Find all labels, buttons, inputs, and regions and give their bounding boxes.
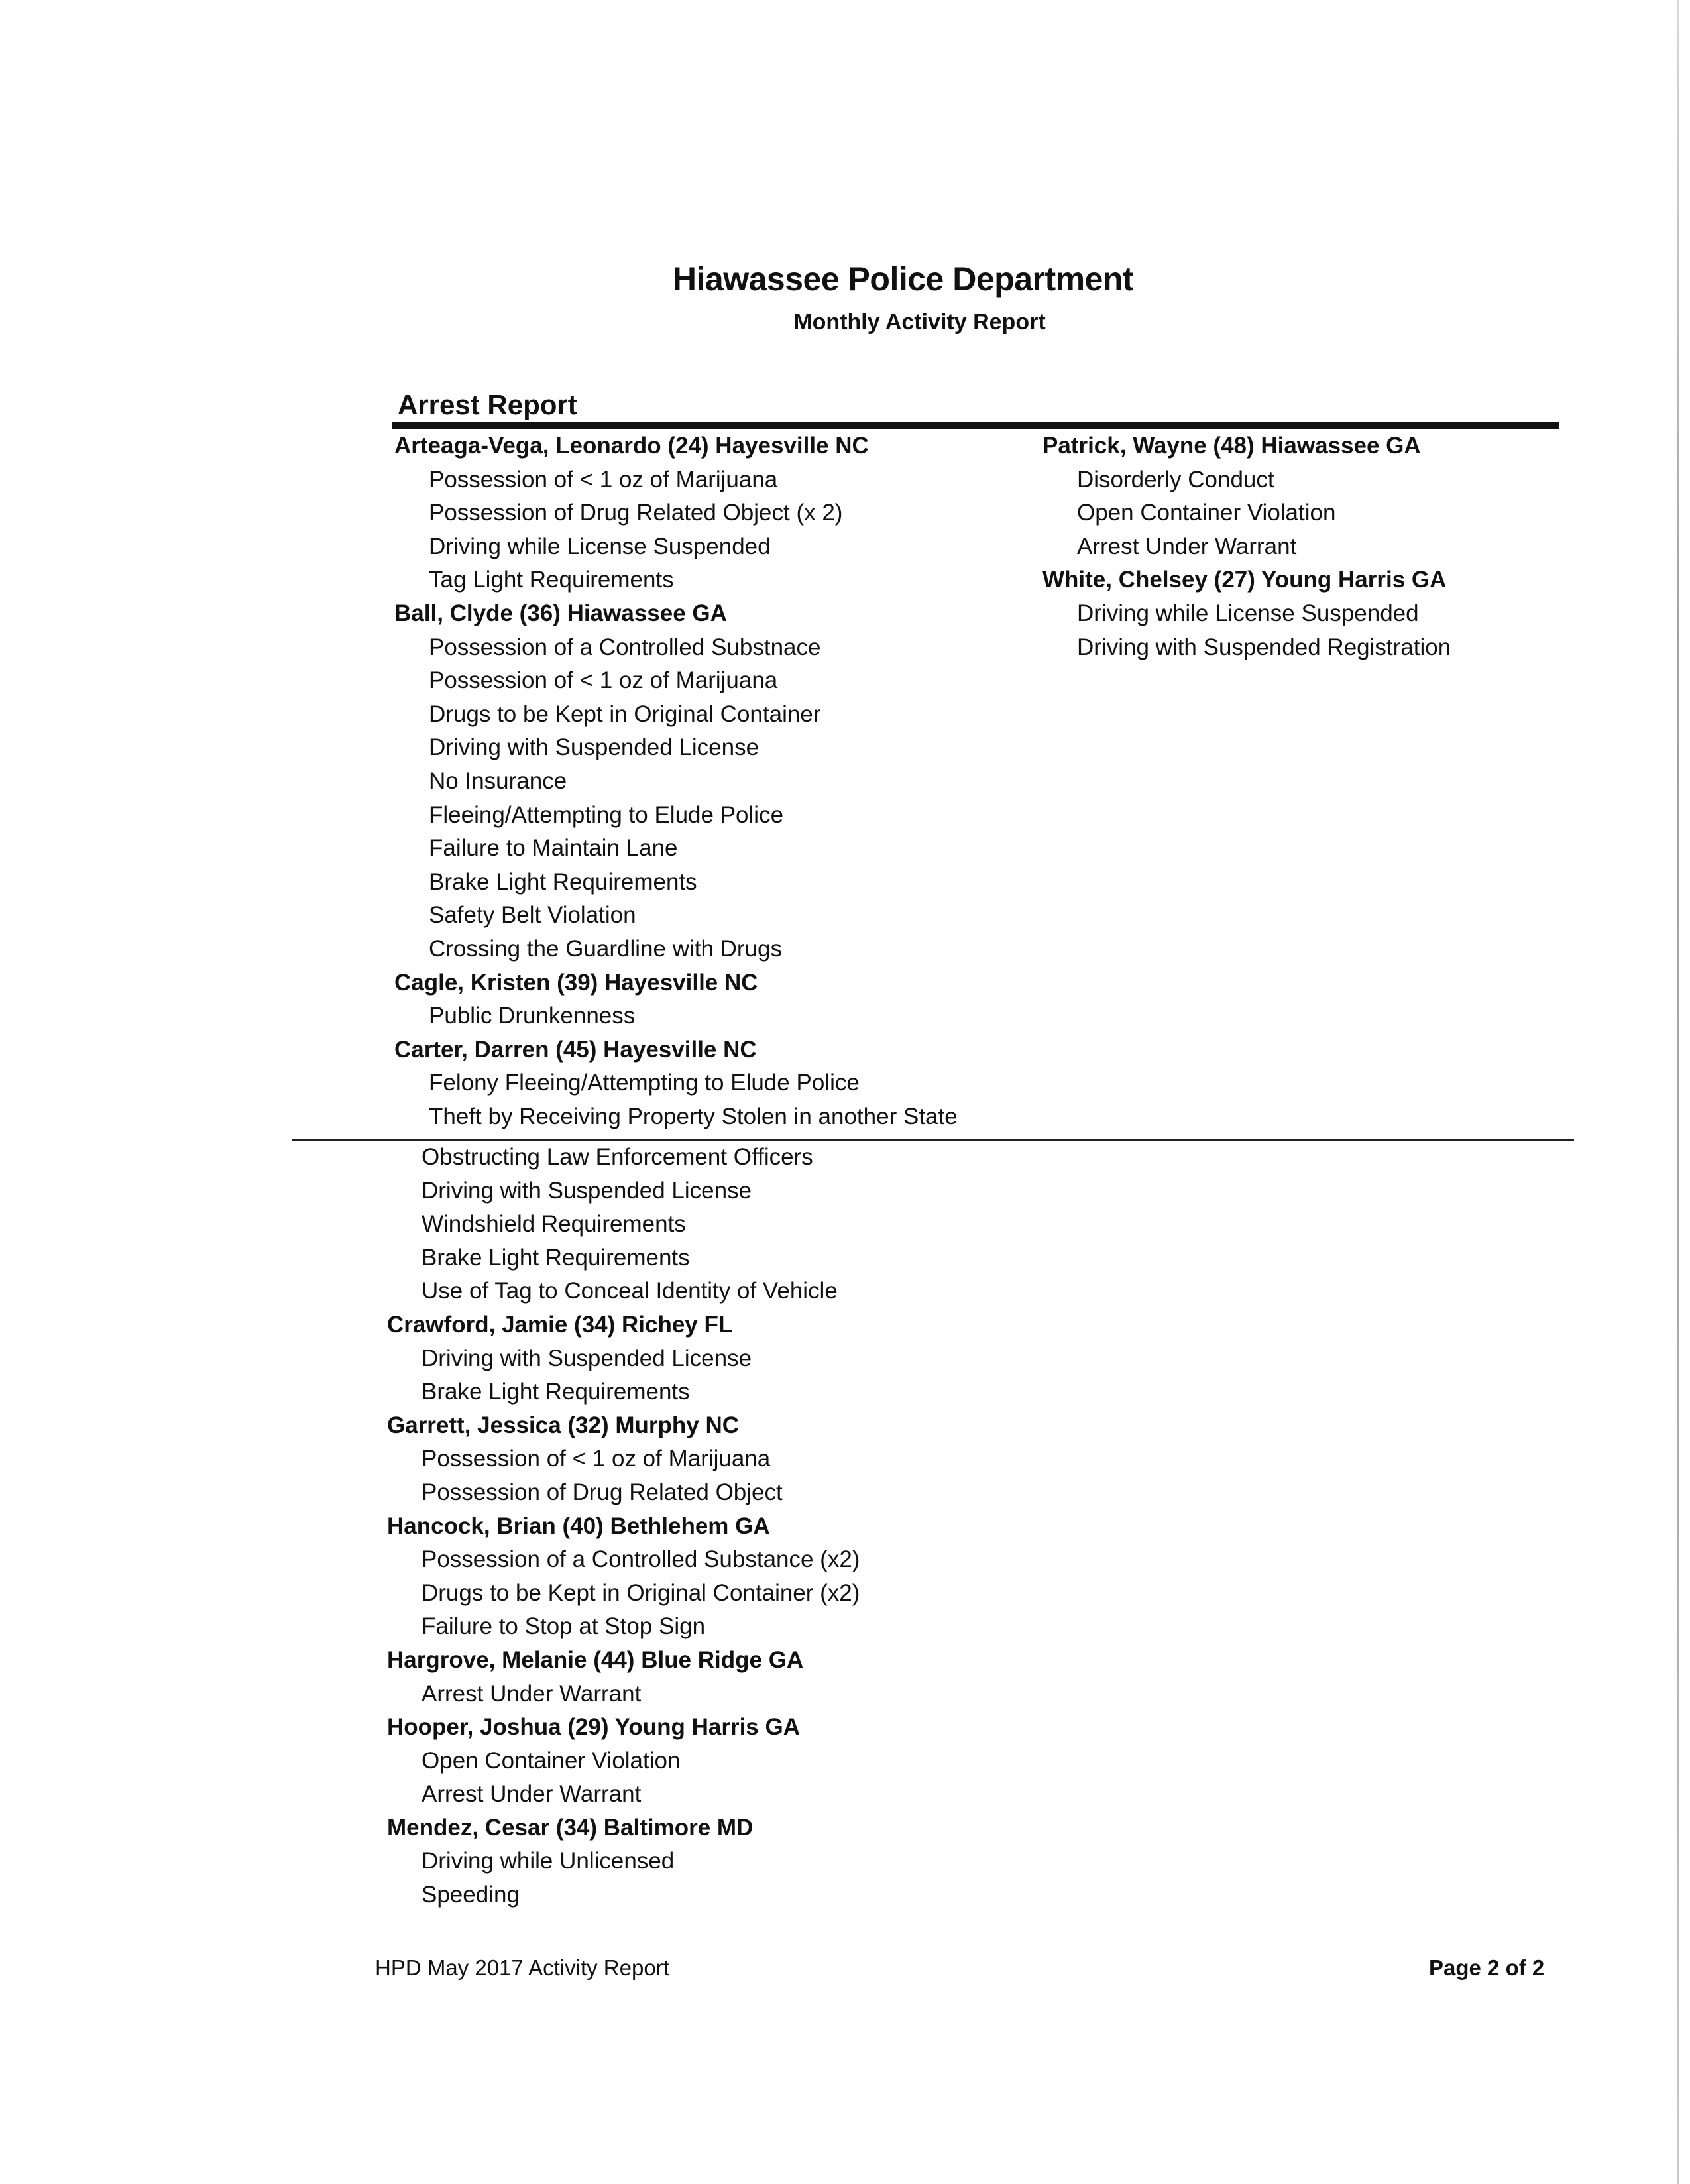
- arrest-list-right: [1042, 430, 1451, 664]
- arrestee-heading: Garrett, Jessica (32) Murphy NC: [387, 1412, 740, 1438]
- charge-item: Obstructing Law Enforcement Officers: [422, 1144, 813, 1170]
- charge-item: Theft by Receiving Property Stolen in another State: [429, 1103, 958, 1129]
- arrestee-heading: Cagle, Kristen (39) Hayesville NC: [394, 969, 758, 996]
- charge-item: Driving with Suspended License: [422, 1345, 752, 1371]
- charge-item: Arrest Under Warrant: [1077, 533, 1297, 559]
- page-title: Hiawassee Police Department: [672, 260, 1134, 298]
- charge-item: Fleeing/Attempting to Elude Police: [429, 801, 784, 828]
- charge-item: Possession of a Controlled Substnace: [429, 634, 821, 660]
- arrestee-heading: Patrick, Wayne (48) Hiawassee GA: [1042, 433, 1421, 459]
- page-subtitle: Monthly Activity Report: [793, 310, 1046, 335]
- charge-item: Open Container Violation: [1077, 500, 1336, 526]
- arrestee-heading: Mendez, Cesar (34) Baltimore MD: [387, 1814, 754, 1841]
- footer-report-name: HPD May 2017 Activity Report: [375, 1955, 669, 1980]
- charge-item: Windshield Requirements: [422, 1211, 686, 1237]
- charge-item: Crossing the Guardline with Drugs: [429, 935, 783, 962]
- charge-item: Driving with Suspended License: [429, 734, 760, 761]
- charge-item: Felony Fleeing/Attempting to Elude Police: [429, 1070, 860, 1096]
- charge-item: Failure to Stop at Stop Sign: [422, 1613, 706, 1640]
- charge-item: Arrest Under Warrant: [422, 1781, 642, 1808]
- charge-item: Possession of Drug Related Object (x 2): [429, 500, 843, 526]
- arrest-list-left-part-1: [394, 430, 958, 1133]
- charge-item: Public Drunkenness: [429, 1003, 636, 1029]
- charge-item: Brake Light Requirements: [422, 1244, 690, 1271]
- arrestee-heading: Carter, Darren (45) Hayesville NC: [394, 1036, 757, 1063]
- charge-item: Brake Light Requirements: [422, 1379, 690, 1405]
- charge-item: Driving while License Suspended: [1077, 600, 1419, 626]
- charge-item: Driving with Suspended License: [422, 1177, 752, 1204]
- charge-item: Brake Light Requirements: [429, 868, 697, 895]
- charge-item: Possession of < 1 oz of Marijuana: [422, 1446, 771, 1472]
- charge-item: Possession of a Controlled Substance (x2): [422, 1546, 860, 1573]
- arrestee-heading: Hancock, Brian (40) Bethlehem GA: [387, 1513, 770, 1539]
- arrestee-heading: Hargrove, Melanie (44) Blue Ridge GA: [387, 1646, 804, 1673]
- charge-item: Possession of < 1 oz of Marijuana: [429, 667, 778, 694]
- charge-item: Possession of Drug Related Object: [422, 1479, 783, 1505]
- charge-item: Arrest Under Warrant: [422, 1680, 642, 1707]
- arrestee-heading: Hooper, Joshua (29) Young Harris GA: [387, 1714, 800, 1741]
- charge-item: Speeding: [422, 1882, 520, 1908]
- charge-item: Possession of < 1 oz of Marijuana: [429, 466, 778, 492]
- arrestee-heading: White, Chelsey (27) Young Harris GA: [1042, 567, 1447, 593]
- charge-item: Use of Tag to Conceal Identity of Vehicle: [422, 1278, 838, 1304]
- arrestee-heading: Crawford, Jamie (34) Richey FL: [387, 1311, 733, 1338]
- charge-item: Drugs to be Kept in Original Container: [429, 701, 821, 727]
- charge-item: Driving while License Suspended: [429, 533, 771, 559]
- arrestee-heading: Arteaga-Vega, Leonardo (24) Hayesville NC: [394, 433, 869, 459]
- charge-item: Safety Belt Violation: [429, 902, 636, 929]
- footer-page-number: Page 2 of 2: [1429, 1955, 1545, 1980]
- charge-item: Tag Light Requirements: [429, 567, 674, 593]
- section-title: Arrest Report: [398, 389, 577, 420]
- charge-item: Drugs to be Kept in Original Container (x2): [422, 1580, 860, 1606]
- charge-item: Failure to Maintain Lane: [429, 835, 678, 862]
- arrest-list-left-part-2: [387, 1141, 860, 1912]
- charge-item: Open Container Violation: [422, 1747, 681, 1774]
- section-divider: [392, 422, 1559, 429]
- charge-item: Driving while Unlicensed: [422, 1848, 675, 1874]
- charge-item: No Insurance: [429, 768, 567, 794]
- arrestee-heading: Ball, Clyde (36) Hiawassee GA: [394, 600, 727, 626]
- charge-item: Disorderly Conduct: [1077, 466, 1274, 492]
- charge-item: Driving with Suspended Registration: [1077, 634, 1451, 660]
